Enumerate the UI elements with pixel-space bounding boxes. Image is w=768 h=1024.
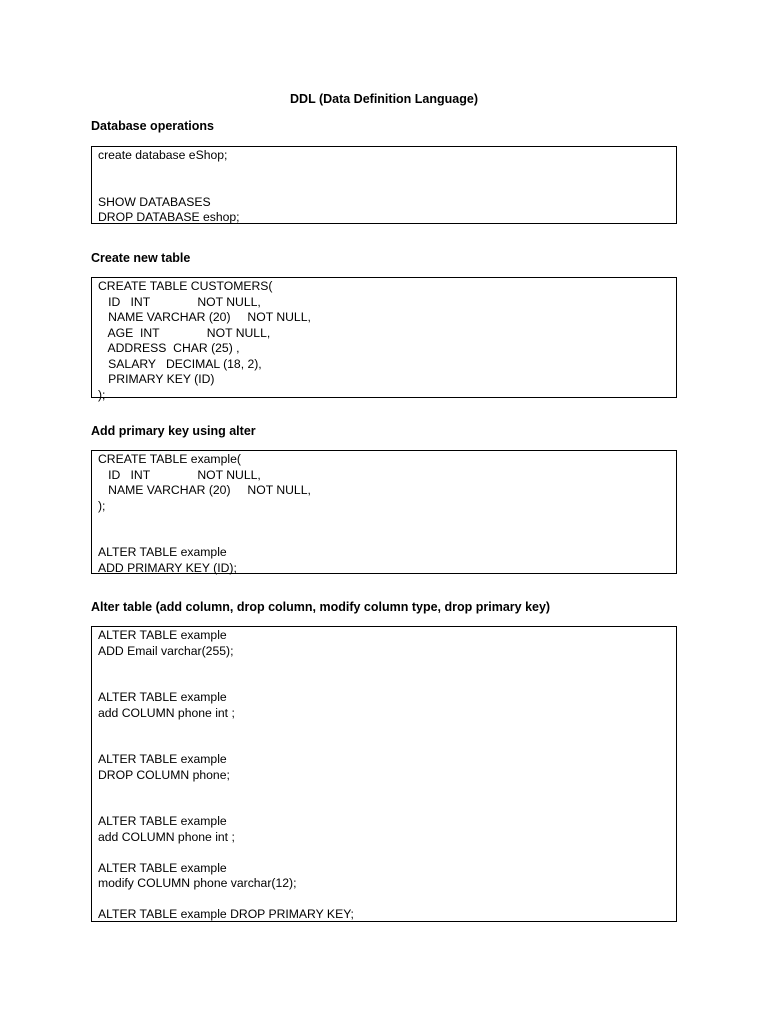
code-line: ); (98, 498, 106, 513)
code-line: ); (98, 387, 106, 402)
code-line: modify COLUMN phone varchar(12); (98, 876, 297, 890)
code-line: SHOW DATABASES (98, 194, 211, 209)
code-line: ALTER TABLE example (98, 690, 227, 704)
code-line: NAME VARCHAR (20) NOT NULL, (98, 483, 311, 497)
code-line: ALTER TABLE example DROP PRIMARY KEY; (98, 907, 354, 921)
code-line: add COLUMN phone int ; (98, 705, 235, 720)
code-line: DROP COLUMN phone; (98, 767, 230, 782)
code-line: PRIMARY KEY (ID) (98, 372, 215, 386)
section-heading-add-primary-key: Add primary key using alter (91, 424, 256, 438)
code-box-add-primary-key (91, 450, 677, 574)
code-line: ADD PRIMARY KEY (ID); (98, 560, 237, 575)
code-line: ADDRESS CHAR (25) , (98, 341, 240, 355)
code-line: DROP DATABASE eshop; (98, 210, 240, 224)
code-line: ALTER TABLE example (98, 545, 227, 559)
code-line: ALTER TABLE example (98, 814, 227, 828)
code-line: create database eShop; (98, 148, 228, 162)
code-line: CREATE TABLE example( (98, 452, 241, 466)
code-line: ALTER TABLE example (98, 752, 227, 766)
code-line: CREATE TABLE CUSTOMERS( (98, 279, 273, 293)
code-line: ALTER TABLE example (98, 860, 227, 875)
code-line: ADD Email varchar(255); (98, 643, 234, 658)
code-box-database-operations (91, 146, 677, 224)
code-line: AGE INT NOT NULL, (98, 325, 271, 340)
code-box-alter-table (91, 626, 677, 922)
code-line: ALTER TABLE example (98, 628, 227, 642)
code-line: ID INT NOT NULL, (98, 467, 261, 482)
section-heading-create-new-table: Create new table (91, 251, 191, 265)
code-line: ID INT NOT NULL, (98, 294, 261, 309)
code-line: NAME VARCHAR (20) NOT NULL, (98, 310, 311, 324)
section-heading-database-operations: Database operations (91, 119, 214, 133)
document-title: DDL (Data Definition Language) (290, 92, 478, 106)
code-box-create-new-table (91, 277, 677, 402)
section-heading-alter-table: Alter table (add column, drop column, modify column type, drop primary key) (91, 600, 551, 614)
code-line: add COLUMN phone int ; (98, 829, 235, 844)
code-line: SALARY DECIMAL (18, 2), (98, 356, 262, 371)
